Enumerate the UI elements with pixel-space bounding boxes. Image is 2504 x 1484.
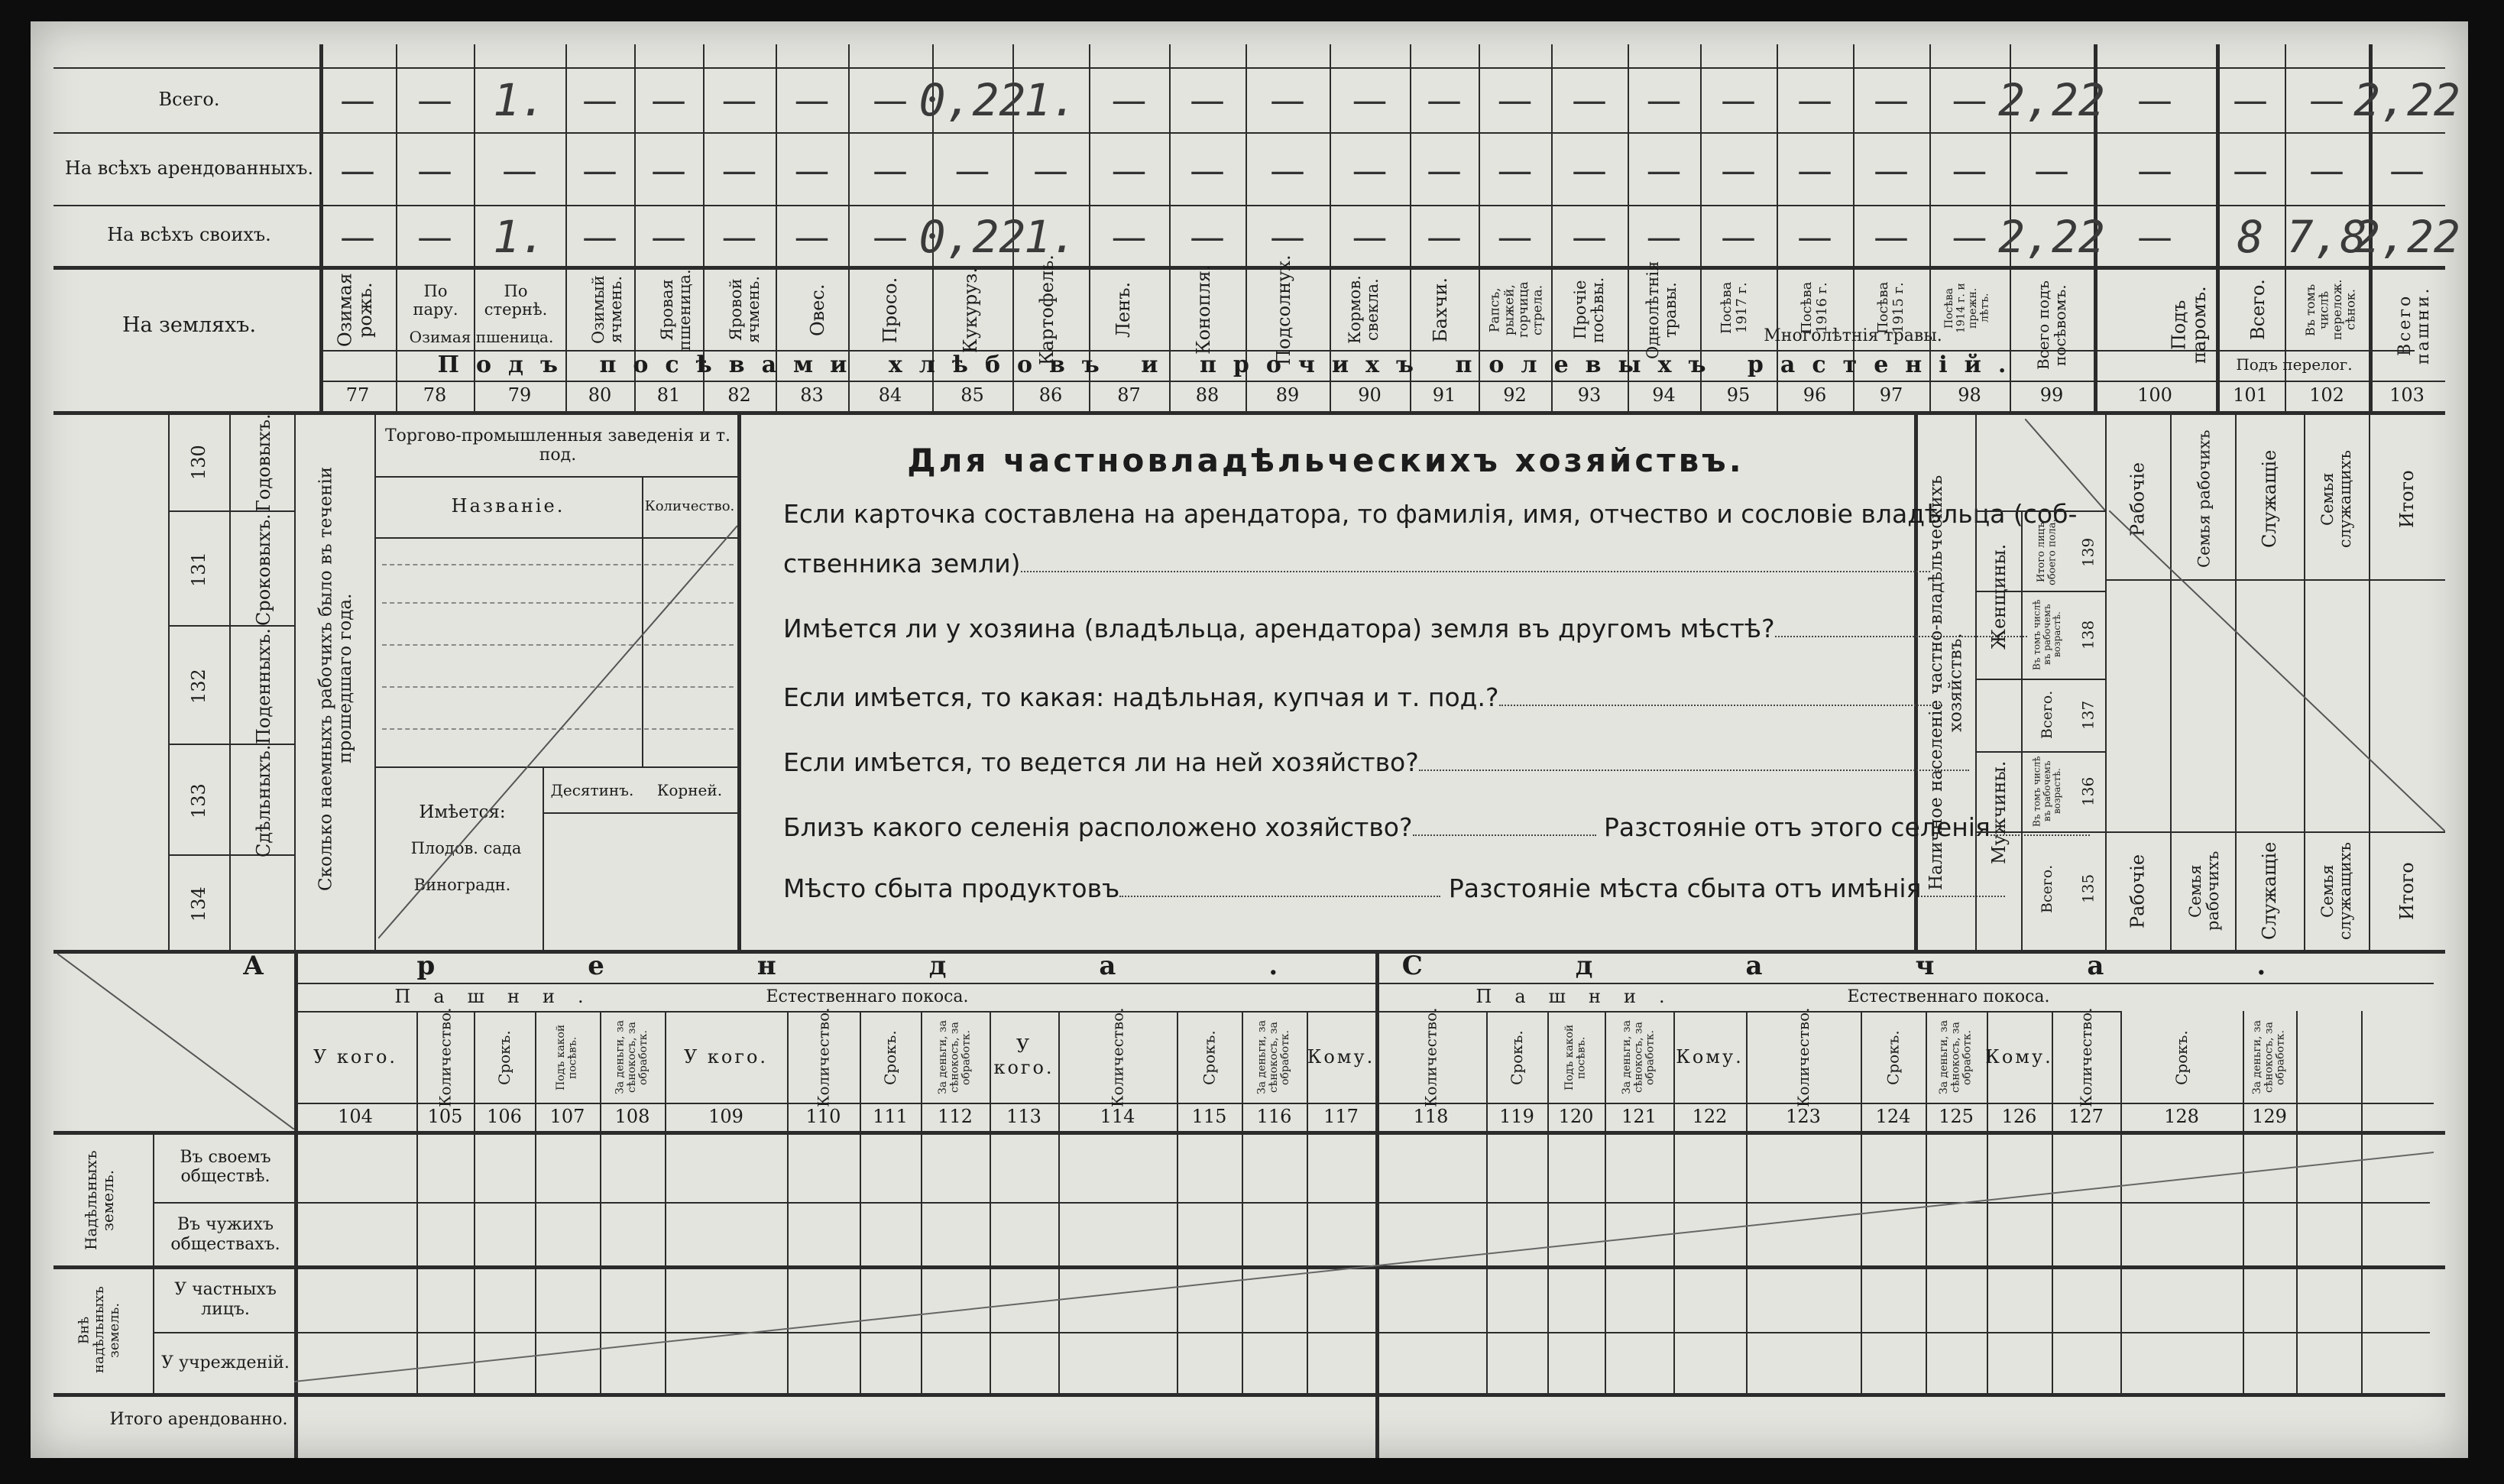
cancel-stroke [2025,419,2105,510]
entry-r2: — [582,149,617,191]
row-v-svoem: Въ своемъ обществѣ. [180,1147,271,1186]
n135: 135 [2078,873,2097,904]
rule [53,411,2445,415]
entry-r1: — [1952,79,1987,121]
entry-r2: — [1572,149,1607,191]
entry-r1: 1. [1024,73,1077,126]
entry-r3: — [582,215,617,258]
bottom-col-header: За деньги, за сѣнокосъ, за обработк. [936,1020,973,1095]
rule [168,510,294,512]
entry-r1: — [1190,79,1225,121]
hdr-nadel-zem: Надѣльныхъ земель. [82,1150,117,1250]
entry-r2: — [2034,149,2069,191]
entry-r3: — [1572,215,1607,258]
hdr-bakhchi: Бахчи. [1429,277,1451,342]
bottom-col-number: 104 [338,1106,373,1128]
bottom-col-header: Срокъ. [1884,1030,1903,1085]
hdr-arenda: Аренда. [242,951,1431,982]
entry-r3: 2,22 [2353,210,2460,263]
col-number: 97 [1879,384,1903,407]
bottom-col-header: За деньги, за сѣнокосъ, за обработк. [1620,1020,1657,1095]
entry-r3: 8 [2237,210,2264,263]
entry-r3: 7,8 [2286,210,2367,263]
hdr-srokov: Сроковыхъ. [252,514,274,626]
hdr-yar-yachmen: Яровой ячмень. [726,276,763,344]
entry-r1: — [582,79,617,121]
n131: 131 [187,552,209,588]
col-number: 78 [423,384,447,407]
hdr-korm-svekla: Кормов. свекла. [1345,275,1382,345]
n134: 134 [187,886,209,922]
entry-r1: — [1427,79,1462,121]
hdr-zhen: Женщины. [1987,543,2010,650]
rule [294,983,2434,984]
entry-r2: — [2309,149,2344,191]
rule [1375,1011,2120,1013]
hdr-raps: Рапсъ, рыжей, горчица стрела. [1487,281,1546,339]
entry-r1: — [417,79,452,121]
hdr-korney: Корней. [656,780,723,799]
bottom-col-header: Срокъ. [881,1030,899,1085]
col-number: 103 [2389,384,2425,407]
hdr-skolko: Сколько наемныхъ рабочихъ было въ теченіи прошедшаго года. [316,466,355,891]
entry-r3: — [340,215,375,258]
entry-r1: — [1797,79,1832,121]
entry-r2: — [1427,149,1462,191]
entry-r3: 0,22 [918,210,1026,263]
census-card [31,21,2468,1458]
bottom-col-header: Кому. [1985,1046,2053,1068]
rule [2021,510,2023,950]
hdr-pod-perelog: Подъ перелог. [2236,355,2353,374]
bottom-col-number: 122 [1692,1106,1728,1128]
col-number: 85 [960,384,984,407]
col-number: 79 [507,384,532,407]
row-label-svoikh: На всѣхъ своихъ. [107,224,271,246]
n136: 136 [2078,776,2097,806]
bottom-col-header: Подъ какой посѣвъ. [555,1024,579,1091]
bottom-col-number: 114 [1100,1106,1135,1128]
entry-r3: — [651,215,686,258]
entry-r2: — [1797,149,1832,191]
entry-r2: — [2389,149,2425,191]
hdr-kartofel: Картофель. [1035,254,1058,365]
hdr-podsolnukh: Подсолнух. [1272,254,1294,365]
entry-r2: — [2233,149,2268,191]
bottom-col-header: Количество. [814,1007,833,1108]
bottom-col-number: 115 [1191,1106,1227,1128]
entry-r2: — [1352,149,1388,191]
col-number: 99 [2039,384,2064,407]
hdr-z-vsego: Всего. [2039,690,2056,740]
entry-r3: — [1111,215,1147,258]
col-number: 80 [588,384,612,407]
row-u-uchr: У учрежденій. [161,1353,290,1373]
row-u-chast: У частныхъ лицъ. [174,1280,277,1319]
bottom-col-header: За деньги, за сѣнокосъ, за обработк. [614,1020,650,1095]
bottom-col-header: Количество. [1108,1007,1127,1108]
hdr-itogo-ob: Итого лицъ обоего пола. [2036,519,2059,586]
entry-r3: 1. [493,210,546,263]
bottom-col-header: Срокъ. [495,1030,513,1085]
hdr-m-rab: Въ томъ числѣ въ рабочемъ возрастѣ. [2031,756,2063,827]
entry-r3: 1. [1024,210,1077,263]
hdr-vinogr: Виноградн. [413,875,511,894]
n137: 137 [2078,700,2097,730]
rule [1914,411,1918,950]
entry-r1: — [2309,79,2344,121]
bottom-col-number: 106 [487,1106,522,1128]
hdr-konoplya: Конопля. [1192,264,1214,355]
hdr-z-rab: Въ томъ числѣ въ рабочемъ возрастѣ. [2031,599,2063,670]
entry-r1: — [1646,79,1682,121]
rule [229,411,231,950]
entry-r3: — [794,215,830,258]
entry-r1: — [340,79,375,121]
col-number: 77 [345,384,370,407]
col-number: 92 [1503,384,1527,407]
entry-r1: 2,22 [1998,73,2105,126]
col-number: 89 [1275,384,1300,407]
entry-r2: — [651,149,686,191]
entry-r3: — [1190,215,1225,258]
entry-r1: 1. [493,73,546,126]
hdr-semya-sluzh-bot: Семья служащихъ [2318,841,2354,941]
entry-r2: — [340,149,375,191]
bottom-col-number: 109 [708,1106,743,1128]
bottom-col-number: 121 [1621,1106,1657,1128]
cancel-stroke [378,480,737,946]
entry-r1: — [794,79,830,121]
bottom-col-number: 124 [1875,1106,1911,1128]
cancel-stroke [294,1137,2434,1389]
hdr-sdacha: Сдача. [1401,951,2419,982]
entry-r3: — [1721,215,1756,258]
rule [2105,411,2107,950]
band-label: Подъ посѣвами хлѣбовъ и прочихъ полевыхъ растеній. [437,351,2023,378]
bottom-col-number: 127 [2068,1106,2104,1128]
hdr-rabochie-bot: Рабочіе [2127,854,2149,928]
bottom-col-header: У кого. [993,1035,1054,1078]
entry-r3: — [1427,215,1462,258]
entry-r1: — [1721,79,1756,121]
hdr-yar-pshen: Яровая пшеница. [657,269,694,351]
entry-r1: — [2137,79,2172,121]
n130: 130 [187,445,209,481]
bottom-col-number: 129 [2252,1106,2287,1128]
hdr-nalich: Наличное населеніе частно-владѣльческихъ хозяйствъ. [1926,475,1966,890]
rule [168,744,294,745]
q5: Близъ какого селенія расположено хозяйство? Разстояніе отъ этого селенія [783,812,2090,842]
rule [153,1131,154,1393]
bottom-col-header: Кому. [1307,1046,1375,1068]
col-number: 94 [1652,384,1676,407]
rule [2105,831,2445,833]
bottom-col-number: 128 [2164,1106,2199,1128]
row-label-vsego: Всего. [158,88,220,110]
entry-r2: — [1190,149,1225,191]
bottom-col-number: 116 [1256,1106,1292,1128]
hdr-s-estest: Естественнаго покоса. [1847,987,2050,1007]
bottom-col-header: Количество. [2077,1007,2095,1108]
hdr-semya-rab-bot: Семья рабочихъ [2185,851,2222,932]
rule [53,266,2445,270]
hdr-nazvanie: Названіе. [451,495,565,517]
hdr-perelog-vtom: Въ томъ числѣ перелож. сѣнок. [2302,279,2358,341]
entry-r1: — [1111,79,1147,121]
rule [168,854,294,856]
bottom-col-header: Количество. [436,1007,455,1108]
entry-r3: — [1874,215,1909,258]
hdr-oves: Овес. [806,284,828,336]
bottom-col-header: Количество. [1794,1007,1812,1108]
bottom-col-number: 123 [1786,1106,1821,1128]
rule [294,411,296,950]
hdr-m-vsego: Всего. [2039,864,2056,913]
entry-r1: — [1270,79,1305,121]
entry-r2: — [502,149,537,191]
row-v-chuzh: Въ чужихъ обществахъ. [170,1215,280,1254]
entry-r1: — [651,79,686,121]
entry-r3: — [1497,215,1533,258]
entry-r2: — [1721,149,1756,191]
hdr-godov: Годовыхъ. [252,413,274,512]
col-number: 83 [800,384,824,407]
bottom-col-header: За деньги, за сѣнокосъ, за обработк. [1937,1020,1974,1095]
q4: Если имѣется, то ведется ли на ней хозяйство? [783,747,1969,777]
hdr-pod-parom: Подъ паромъ. [2168,286,2210,365]
hdr-ozim-pshen: Озимая пшеница. [409,327,554,346]
n139: 139 [2078,537,2097,568]
hdr-p1914: Посѣва 1914 г. и прежн. лѣтъ. [1943,283,1991,333]
bottom-col-header: Кому. [1676,1046,1744,1068]
hdr-po-sterne: По стернѣ. [484,281,548,319]
hdr-vsego-pod-posev: Всего подъ посѣвомъ. [2034,280,2069,371]
entry-r2: — [1952,149,1987,191]
entry-r2: — [873,149,908,191]
hdr-imeetsya: Имѣется: [419,802,506,822]
hdr-semya-rab-top: Семья рабочихъ [2195,429,2214,569]
entry-r2: — [1646,149,1682,191]
q6: Мѣсто сбыта продуктовъ Разстояніе мѣста сбыта отъ имѣнія [783,873,2005,903]
hdr-odnolet: Однолѣтнія травы. [1643,261,1680,359]
bottom-col-header: За деньги, за сѣнокосъ, за обработк. [2250,1020,2287,1095]
rule [737,411,741,950]
col-number: 86 [1038,384,1063,407]
hdr-a-pashni: Пашни. [394,986,607,1008]
bottom-col-number: 117 [1323,1106,1359,1128]
hdr-kolichestvo: Количество. [644,497,735,514]
entry-r3: 2,22 [1998,210,2105,263]
col-number: 102 [2309,384,2344,407]
col-number: 82 [727,384,751,407]
bottom-col-header: За деньги, за сѣнокосъ, за обработк. [1255,1020,1292,1095]
bottom-col-number: 107 [549,1106,585,1128]
hdr-ozim-yachmen: Озимый ячмень. [588,275,625,345]
rule [53,1393,2445,1397]
hdr-semya-sluzh-top: Семья служащихъ [2318,449,2354,549]
hdr-sluzh-top: Служащіе [2258,449,2280,549]
rule [374,476,737,478]
col-number: 98 [1958,384,1981,407]
bottom-col-number: 105 [427,1106,463,1128]
hdr-sady: Плодов. сада [410,838,522,857]
hdr-itogo-bot: Итого [2395,862,2418,920]
row-label-arend: На всѣхъ арендованныхъ. [64,157,314,179]
hdr-perelog-vsego: Всего. [2246,279,2269,341]
bottom-col-header: Срокъ. [2172,1030,2191,1085]
bottom-col-header: Количество. [1421,1007,1440,1108]
n132: 132 [187,669,209,704]
hdr-itogo-top: Итого [2395,470,2418,528]
rule [53,205,2445,206]
hdr-p1917: Посѣва 1917 г. [1718,281,1750,335]
entry-r1: 0,22 [918,73,1026,126]
hdr-ozim-rozh: Озимая рожь. [334,273,376,347]
q2: Имѣется ли у хозяина (владѣльца, арендатора) земля въ другомъ мѣстѣ? [783,614,2027,643]
entry-r3: — [417,215,452,258]
hdr-desyatin: Десятинъ. [550,780,634,799]
hdr-sdelnykh: Сдѣльныхъ. [252,744,274,857]
hdr-s-pashni: Пашни. [1476,986,1688,1008]
n138: 138 [2078,620,2097,650]
bottom-col-header: У кого. [683,1046,769,1068]
hdr-a-estest: Естественнаго покоса. [766,987,969,1007]
q3: Если имѣется, то какая: надѣльная, купчая и т. под.? [783,682,1942,712]
col-number: 93 [1577,384,1602,407]
hdr-p1916: Посѣва 1916 г. [1799,281,1830,335]
entry-r2: — [794,149,830,191]
entry-r2: — [1270,149,1305,191]
entry-r3: — [873,215,908,258]
rule [168,411,170,950]
col-number: 91 [1432,384,1456,407]
bottom-col-number: 111 [873,1106,908,1128]
entry-r3: — [1270,215,1305,258]
entry-r2: — [1111,149,1147,191]
entry-r1: — [1352,79,1388,121]
bottom-col-number: 118 [1413,1106,1449,1128]
col-number: 101 [2233,384,2268,407]
entry-r2: — [2137,149,2172,191]
hdr-vne-nadel: Внѣ надѣльныхъ земель. [76,1286,122,1374]
col-number: 96 [1803,384,1827,407]
row-itogo-arend: Итого арендованно. [109,1410,288,1430]
entry-r3: — [2137,215,2172,258]
cancel-stroke [57,954,294,1129]
q1a: Если карточка составлена на арендатора, то фамилія, имя, отчество и сословіе владѣльца (соб- [783,499,2078,529]
bottom-col-number: 108 [614,1106,650,1128]
bottom-col-header: Подъ какой посѣвъ. [1563,1024,1588,1091]
n133: 133 [187,783,209,818]
rule [1975,411,1977,950]
bottom-col-number: 113 [1006,1106,1041,1128]
entry-r3: — [1646,215,1682,258]
row-label-na-zemlyakh: На земляхъ. [121,313,257,337]
col-number: 84 [878,384,902,407]
bottom-col-number: 126 [2001,1106,2037,1128]
entry-r2: — [954,149,990,191]
rule [1975,679,2105,680]
center-title: Для частновладѣльческихъ хозяйствъ. [907,441,1744,479]
entry-r3: — [1797,215,1832,258]
bottom-col-header: У кого. [313,1046,398,1068]
entry-r1: — [721,79,757,121]
entry-r2: — [1874,149,1909,191]
bottom-col-number: 119 [1499,1106,1534,1128]
entry-r2: — [417,149,452,191]
bottom-col-number: 125 [1939,1106,1974,1128]
rule [168,625,294,627]
hdr-kukuruza: Кукуруз. [959,267,981,353]
entry-r1: — [2233,79,2268,121]
hdr-muzh: Мужчины. [1987,760,2010,864]
entry-r1: — [1572,79,1607,121]
hdr-mnogolet: Многолѣтнія травы. [1764,326,1942,346]
rule [1975,510,2105,512]
entry-r3: — [1952,215,1987,258]
col-number: 90 [1358,384,1382,407]
entry-r1: 2,22 [2353,73,2460,126]
hdr-torg: Торгово-промышленныя заведенія и т. под. [384,426,731,465]
entry-r3: — [721,215,757,258]
col-number: 100 [2137,384,2172,407]
col-number: 81 [656,384,681,407]
bottom-col-header: Срокъ. [1200,1030,1219,1085]
hdr-vsego-pashni: Всего пашни. [2395,286,2433,365]
entry-r1: — [1497,79,1533,121]
col-number: 95 [1726,384,1751,407]
entry-r1: — [1874,79,1909,121]
col-number: 87 [1117,384,1141,407]
entry-r1: — [873,79,908,121]
entry-r2: — [1497,149,1533,191]
cancel-stroke [2109,510,2445,831]
hdr-podenn: Поденныхъ. [252,628,274,744]
bottom-col-number: 112 [938,1106,973,1128]
rule [374,411,376,950]
rule [53,132,2445,134]
entry-r2: — [1033,149,1068,191]
rule [53,1131,2445,1135]
hdr-po-paru: По пару. [413,281,458,319]
entry-r2: — [721,149,757,191]
hdr-rabochie-top: Рабочіе [2127,462,2149,536]
entry-r3: — [1352,215,1388,258]
q1b: ственника земли) [783,549,1930,578]
hdr-len: Ленъ. [1112,281,1134,339]
bottom-col-number: 120 [1558,1106,1594,1128]
hdr-p1915: Посѣва 1915 г. [1875,281,1906,335]
hdr-prochie: Прочіе посѣвы. [1570,277,1607,343]
hdr-proso: Просо. [879,277,901,343]
col-number: 88 [1195,384,1220,407]
bottom-col-number: 110 [805,1106,841,1128]
hdr-sluzh-bot: Служащіе [2258,841,2280,941]
bottom-col-header: Срокъ. [1508,1030,1526,1085]
